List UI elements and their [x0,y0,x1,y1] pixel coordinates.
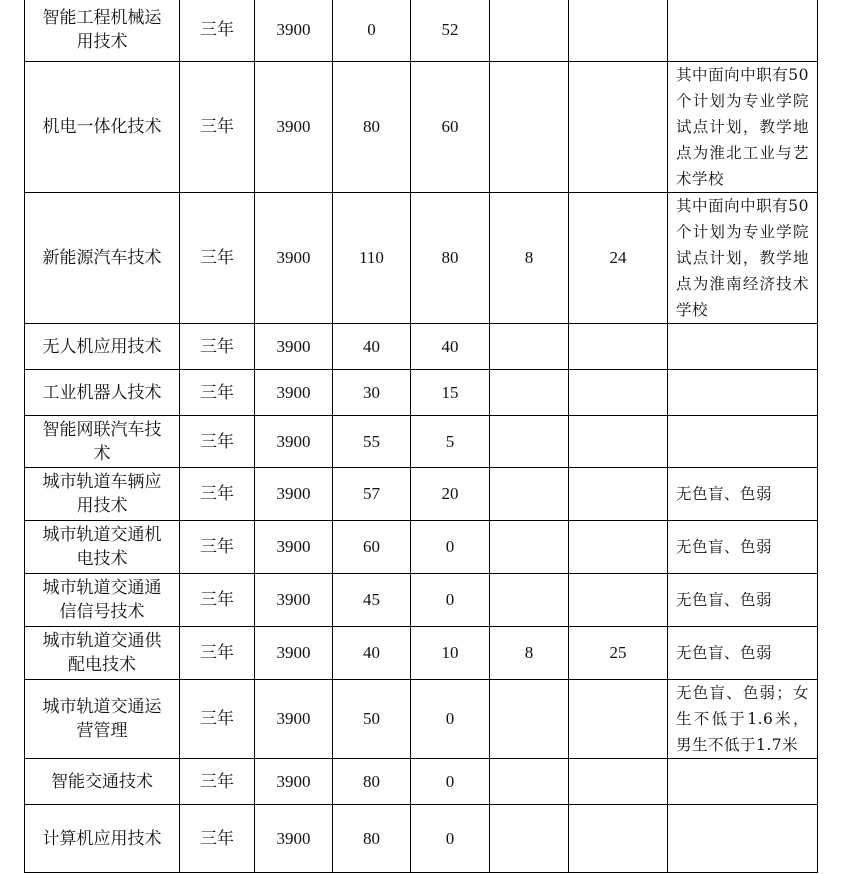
count-cell: 0 [333,0,411,62]
count-cell [569,805,668,873]
note-cell: 无色盲、色弱 [668,468,818,521]
count-cell: 25 [569,627,668,680]
duration-cell: 三年 [180,0,255,62]
major-cell: 工业机器人技术 [25,370,180,416]
table-row [25,193,818,324]
count-cell: 0 [411,805,490,873]
count-cell: 50 [333,680,411,759]
count-cell [569,62,668,193]
count-cell [490,680,569,759]
major-cell: 机电一体化技术 [25,62,180,193]
duration-cell: 三年 [180,680,255,759]
major-cell: 新能源汽车技术 [25,193,180,324]
tuition-cell: 3900 [255,574,333,627]
note-cell: 无色盲、色弱 [668,521,818,574]
major-cell: 智能网联汽车技术 [25,416,180,468]
note-cell: 其中面向中职有50个计划为专业学院试点计划，教学地点为淮北工业与艺术学校 [668,62,818,193]
count-cell [490,416,569,468]
count-cell [569,680,668,759]
duration-cell: 三年 [180,805,255,873]
count-cell: 55 [333,416,411,468]
count-cell [490,0,569,62]
table-row [25,574,818,627]
major-cell: 智能交通技术 [25,759,180,805]
count-cell [490,370,569,416]
tuition-cell: 3900 [255,805,333,873]
table-row [25,324,818,370]
tuition-cell: 3900 [255,680,333,759]
count-cell [569,468,668,521]
note-cell [668,416,818,468]
count-cell: 0 [411,680,490,759]
major-cell: 计算机应用技术 [25,805,180,873]
major-cell: 城市轨道交通运营管理 [25,680,180,759]
note-cell [668,759,818,805]
note-cell [668,370,818,416]
table-row [25,759,818,805]
table-row [25,627,818,680]
table-row [25,805,818,873]
duration-cell: 三年 [180,193,255,324]
count-cell: 60 [333,521,411,574]
count-cell [490,759,569,805]
tuition-cell: 3900 [255,416,333,468]
tuition-cell: 3900 [255,62,333,193]
major-cell: 无人机应用技术 [25,324,180,370]
count-cell: 80 [333,805,411,873]
major-cell: 城市轨道交通机电技术 [25,521,180,574]
count-cell: 0 [411,521,490,574]
count-cell: 24 [569,193,668,324]
count-cell [490,324,569,370]
duration-cell: 三年 [180,759,255,805]
count-cell: 110 [333,193,411,324]
table-row [25,0,818,62]
count-cell: 8 [490,627,569,680]
count-cell [569,0,668,62]
count-cell: 0 [411,574,490,627]
table-row [25,370,818,416]
tuition-cell: 3900 [255,370,333,416]
duration-cell: 三年 [180,324,255,370]
table-row [25,468,818,521]
note-cell [668,805,818,873]
note-cell: 其中面向中职有50个计划为专业学院试点计划，教学地点为淮南经济技术学校 [668,193,818,324]
enrollment-table [24,0,818,873]
tuition-cell: 3900 [255,627,333,680]
count-cell: 0 [411,759,490,805]
count-cell: 30 [333,370,411,416]
count-cell: 60 [411,62,490,193]
count-cell: 52 [411,0,490,62]
note-cell: 无色盲、色弱；女生不低于1.6米，男生不低于1.7米 [668,680,818,759]
tuition-cell: 3900 [255,468,333,521]
table-row [25,680,818,759]
count-cell: 45 [333,574,411,627]
count-cell [490,62,569,193]
duration-cell: 三年 [180,521,255,574]
count-cell [490,468,569,521]
major-cell: 城市轨道车辆应用技术 [25,468,180,521]
count-cell [569,370,668,416]
major-cell: 智能工程机械运用技术 [25,0,180,62]
count-cell [569,759,668,805]
count-cell: 5 [411,416,490,468]
count-cell: 80 [411,193,490,324]
duration-cell: 三年 [180,62,255,193]
duration-cell: 三年 [180,416,255,468]
count-cell: 80 [333,759,411,805]
tuition-cell: 3900 [255,0,333,62]
count-cell: 15 [411,370,490,416]
note-cell [668,324,818,370]
count-cell [569,416,668,468]
count-cell: 40 [411,324,490,370]
duration-cell: 三年 [180,370,255,416]
count-cell [569,324,668,370]
tuition-cell: 3900 [255,521,333,574]
count-cell: 40 [333,324,411,370]
table-row [25,521,818,574]
tuition-cell: 3900 [255,193,333,324]
tuition-cell: 3900 [255,324,333,370]
count-cell: 10 [411,627,490,680]
table-row [25,62,818,193]
count-cell: 8 [490,193,569,324]
count-cell [490,574,569,627]
count-cell: 20 [411,468,490,521]
count-cell: 80 [333,62,411,193]
count-cell [569,521,668,574]
duration-cell: 三年 [180,627,255,680]
count-cell: 57 [333,468,411,521]
count-cell: 40 [333,627,411,680]
note-cell: 无色盲、色弱 [668,574,818,627]
table-row [25,416,818,468]
duration-cell: 三年 [180,574,255,627]
count-cell [490,805,569,873]
major-cell: 城市轨道交通通信信号技术 [25,574,180,627]
note-cell [668,0,818,62]
tuition-cell: 3900 [255,759,333,805]
note-cell: 无色盲、色弱 [668,627,818,680]
major-cell: 城市轨道交通供配电技术 [25,627,180,680]
duration-cell: 三年 [180,468,255,521]
count-cell [490,521,569,574]
count-cell [569,574,668,627]
